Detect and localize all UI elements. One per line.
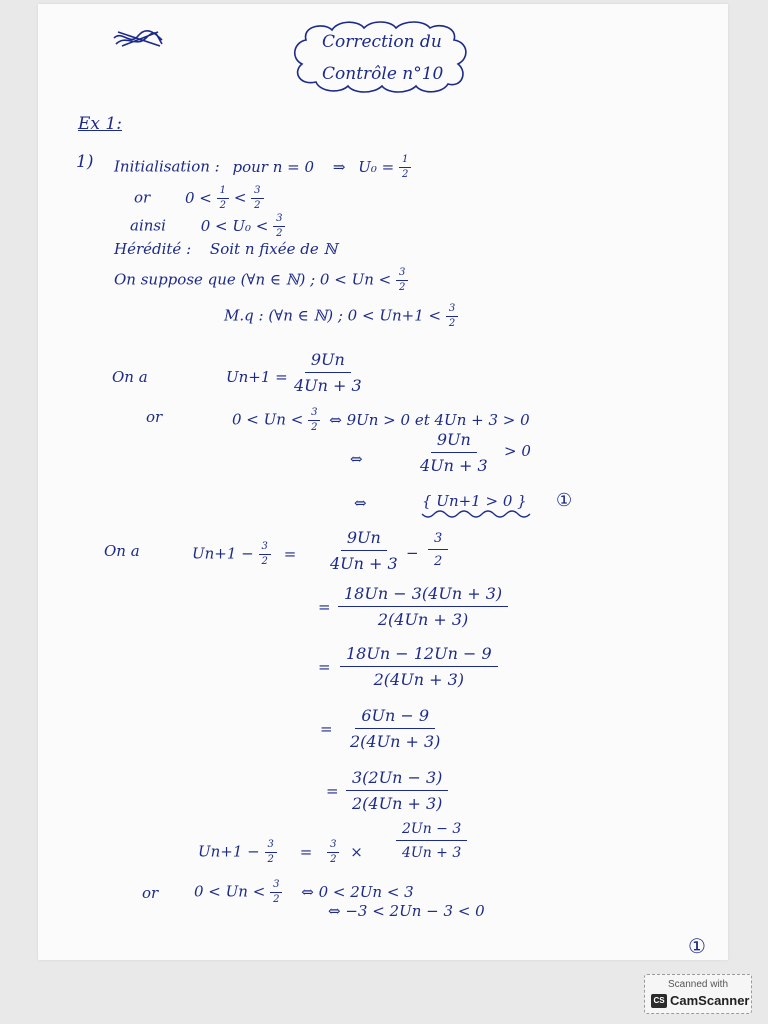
fraction: $\frac{1}{2}$ [217, 186, 229, 211]
ona-label-1: On a [112, 368, 148, 386]
equiv-arrow-2: ⇔ [354, 494, 367, 512]
step1-fraction: 9Un 4Un + 3 [330, 528, 398, 573]
title-line-1: Correction du [322, 32, 442, 52]
exercise-label: Ex 1: [78, 114, 122, 134]
inequality-left: 0 < [184, 188, 212, 207]
mq-text: M.q : (∀n ∈ ℕ) ; 0 < Un+1 < [224, 306, 442, 325]
equals-4: = [320, 720, 333, 738]
ainsi-line [130, 214, 285, 239]
fraction: $\frac{3}{2}$ [251, 186, 263, 211]
step1-minus: − [406, 544, 419, 562]
final-fraction: 2Un − 3 4Un + 3 [396, 822, 467, 860]
heredite-text: Soit n fixée de ℕ [209, 240, 338, 258]
fraction: $\frac{3}{2}$ [396, 268, 408, 293]
or-word: or [134, 188, 151, 207]
mq-line [224, 304, 458, 329]
or3-lhs: 0 < Un < [194, 882, 266, 901]
fraction: $\frac{3}{2}$ [327, 840, 339, 865]
equiv-rhs-1: > 0 [504, 442, 531, 460]
ona2-lhs-text: Un+1 − [192, 544, 254, 563]
initialisation-result: U₀ = [358, 157, 395, 176]
suppose-line [114, 268, 408, 293]
or-line-2 [232, 408, 530, 433]
equiv-arrow-1: ⇔ [350, 450, 363, 468]
or2-rhs: ⇔ 9Un > 0 et 4Un + 3 > 0 [329, 410, 530, 429]
equals: = [299, 842, 313, 861]
title-line-2: Contrôle n°10 [322, 64, 444, 84]
ona2-lhs [192, 542, 296, 567]
fraction: $\frac{3}{2}$ [446, 304, 458, 329]
fraction: $\frac{3}{2}$ [259, 542, 271, 567]
or2-lhs: 0 < Un < [232, 410, 304, 429]
initialisation-label: Initialisation : [114, 157, 220, 176]
scribble-mark [112, 28, 164, 50]
heredite-label: Hérédité : [114, 240, 192, 258]
less-than: < [233, 188, 247, 207]
times-sign: × [350, 842, 363, 861]
ainsi-word: ainsi [130, 216, 166, 235]
equiv-result: { Un+1 > 0 } [422, 492, 527, 510]
fraction: $\frac{3}{2}$ [273, 214, 285, 239]
initialisation-text: pour n = 0 [232, 157, 315, 176]
mark-one: ① [556, 490, 573, 511]
step3-fraction: 18Un − 12Un − 9 2(4Un + 3) [340, 646, 498, 688]
step2-fraction: 18Un − 3(4Un + 3) 2(4Un + 3) [338, 586, 508, 628]
scanned-page [38, 4, 728, 960]
or-line-1 [134, 186, 264, 211]
equals-5: = [326, 782, 339, 800]
suppose-text: On suppose que (∀n ∈ ℕ) ; 0 < Un < [114, 270, 392, 289]
page-number: ① [688, 934, 706, 958]
wavy-underline [420, 510, 538, 520]
fraction: $\frac{1}{2}$ [399, 155, 411, 180]
camscanner-logo-icon: CS [651, 994, 667, 1008]
or3-rhs: ⇔ 0 < 2Un < 3 [301, 882, 414, 901]
initialisation-line [114, 155, 411, 180]
final-lhs: Un+1 − [198, 842, 260, 861]
scanned-with-text: Scanned with [667, 979, 729, 990]
equals-3: = [318, 658, 331, 676]
step4-fraction: 6Un − 9 2(4Un + 3) [350, 706, 441, 751]
or-word-3: or [142, 884, 159, 902]
final-line [198, 840, 363, 865]
ona-lhs-1: Un+1 = [226, 368, 288, 386]
equals-2: = [318, 598, 331, 616]
implies-arrow: ⇒ [332, 157, 346, 176]
recurrence-fraction: 9Un 4Un + 3 [294, 350, 362, 395]
fraction: $\frac{3}{2}$ [265, 840, 277, 865]
camscanner-name: CamScanner [670, 993, 750, 1008]
or3b-line: ⇔ −3 < 2Un − 3 < 0 [328, 902, 485, 920]
step1-fraction-2: 3 2 [428, 532, 448, 568]
equals: = [283, 544, 297, 563]
equiv-fraction: 9Un 4Un + 3 [420, 430, 488, 475]
ona-label-2: On a [104, 542, 140, 560]
fraction: $\frac{3}{2}$ [308, 408, 320, 433]
step5-fraction: 3(2Un − 3) 2(4Un + 3) [346, 770, 448, 812]
camscanner-watermark [644, 974, 752, 1014]
item-number: 1) [76, 152, 94, 172]
or-word-2: or [146, 408, 163, 426]
fraction: $\frac{3}{2}$ [270, 880, 282, 905]
heredite-line [114, 242, 337, 257]
ainsi-inequality: 0 < U₀ < [200, 216, 269, 235]
